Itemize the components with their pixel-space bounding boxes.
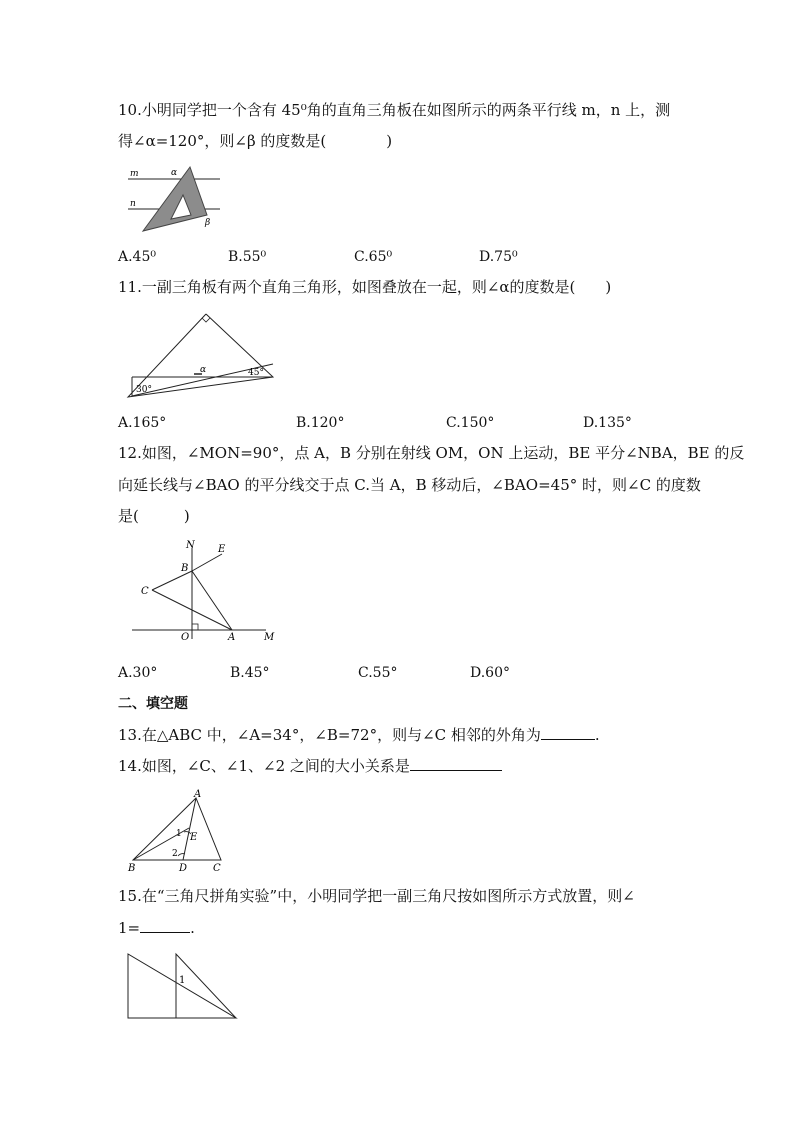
label-E-14: E — [190, 832, 198, 843]
q15-line-2 — [118, 918, 195, 938]
q15-period: . — [190, 919, 195, 937]
label-m: m — [130, 169, 139, 179]
label-alpha-2: α — [200, 365, 207, 375]
q11-option-d[interactable]: D.135° — [583, 415, 632, 431]
q10-option-b[interactable]: B.55⁰ — [228, 249, 267, 265]
q14-figure — [128, 788, 228, 874]
q14-line — [118, 756, 502, 776]
q10-option-d[interactable]: D.75⁰ — [479, 249, 518, 265]
label-E: E — [218, 544, 226, 555]
label-B: B — [181, 563, 189, 574]
q13-line — [118, 725, 600, 745]
q12-option-b[interactable]: B.45° — [230, 665, 270, 681]
q10-option-a[interactable]: A.45⁰ — [118, 249, 156, 265]
label-B-14: B — [128, 863, 136, 874]
label-n: n — [130, 199, 136, 209]
q11-option-b[interactable]: B.120° — [296, 415, 345, 431]
label-45: 45° — [248, 368, 264, 378]
label-C: C — [141, 586, 149, 597]
q14-text: 14.如图，∠C、∠1、∠2 之间的大小关系是 — [118, 757, 410, 775]
q10-option-c[interactable]: C.65⁰ — [354, 249, 393, 265]
q11-figure — [118, 308, 278, 403]
label-angle-2: 2 — [172, 849, 178, 859]
label-M: M — [264, 632, 275, 643]
q13-text: 13.在△ABC 中，∠A=34°，∠B=72°，则与∠C 相邻的外角为 — [118, 726, 541, 744]
q12-line-2: 向延长线与∠BAO 的平分线交于点 C.当 A，B 移动后，∠BAO=45° 时，则∠C 的度数 — [118, 476, 701, 494]
label-angle-1: 1 — [176, 829, 182, 839]
label-angle-1-15: 1 — [179, 975, 186, 986]
label-C-14: C — [213, 863, 221, 874]
q13-period: . — [594, 726, 600, 744]
q14-answer-blank[interactable] — [410, 756, 502, 771]
q11-option-c[interactable]: C.150° — [446, 415, 495, 431]
q11-option-a[interactable]: A.165° — [118, 415, 167, 431]
q12-option-c[interactable]: C.55° — [358, 665, 398, 681]
label-N: N — [186, 540, 195, 551]
label-beta: β — [205, 218, 211, 228]
q15-figure — [126, 952, 238, 1022]
label-A: A — [228, 632, 236, 643]
label-O: O — [181, 632, 190, 643]
label-D-14: D — [179, 863, 188, 874]
q15-answer-blank[interactable] — [140, 918, 190, 933]
q12-option-a[interactable]: A.30° — [118, 665, 158, 681]
label-30: 30° — [136, 385, 152, 395]
q15-line-1: 15.在“三角尺拼角实验”中，小明同学把一副三角尺按如图所示方式放置，则∠ — [118, 887, 635, 905]
q10-line-1: 10.小明同学把一个含有 45⁰角的直角三角板在如图所示的两条平行线 m，n 上，测 — [118, 101, 671, 119]
q12-option-d[interactable]: D.60° — [470, 665, 510, 681]
q12-line-3: 是( ) — [118, 507, 190, 525]
q15-line-2-start: 1= — [118, 919, 141, 937]
q12-figure — [128, 538, 283, 644]
q10-figure — [125, 165, 225, 235]
q11-line-1: 11.一副三角板有两个直角三角形，如图叠放在一起，则∠α的度数是( ) — [118, 278, 612, 296]
q13-answer-blank[interactable] — [541, 725, 595, 740]
label-alpha: α — [171, 168, 178, 178]
q12-line-1: 12.如图，∠MON=90°，点 A，B 分别在射线 OM，ON 上运动，BE 平分∠NBA，BE 的反 — [118, 444, 745, 462]
q10-line-2: 得∠α=120°，则∠β 的度数是( ) — [118, 132, 393, 150]
section-title-fill-in: 二、填空题 — [118, 696, 188, 712]
label-A-14: A — [194, 789, 202, 800]
